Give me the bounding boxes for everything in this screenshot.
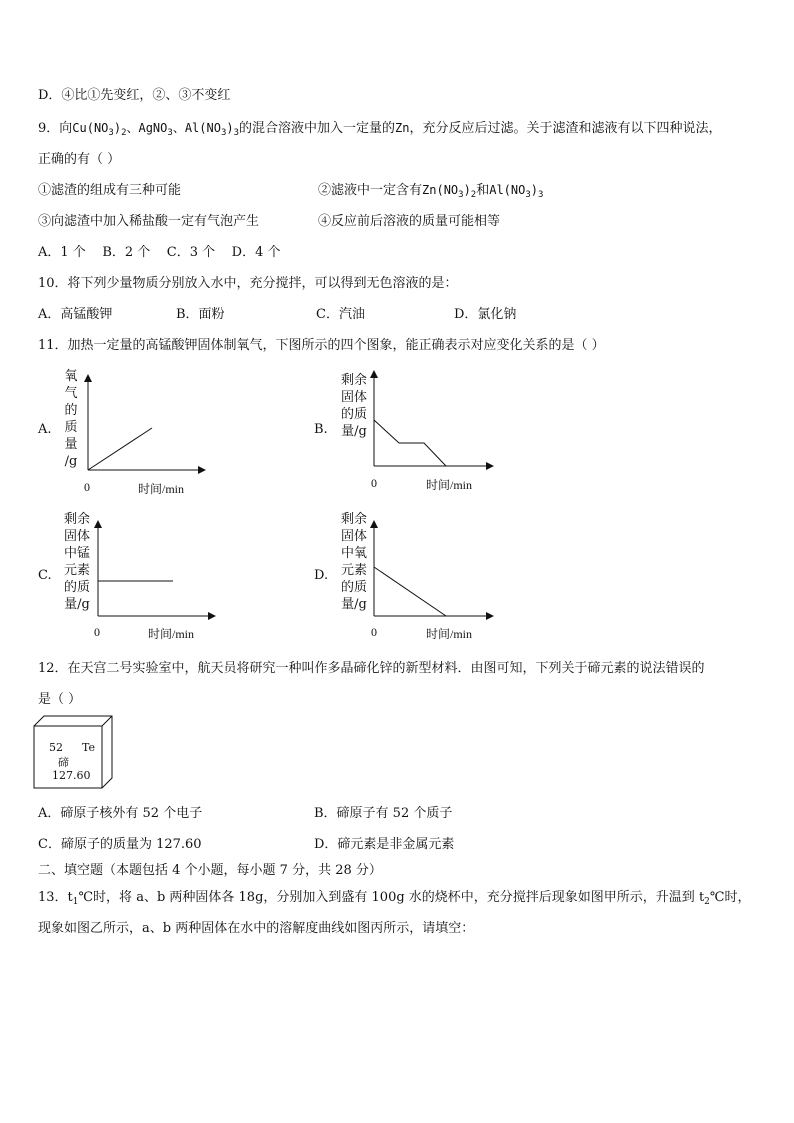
q9-stem-line2: 正确的有（ ）	[38, 152, 121, 167]
q12-option-c: C．碲原子的质量为 127.60	[38, 837, 202, 852]
graph-c-letter: C.	[38, 568, 52, 583]
q9-statement-4: ④反应前后溶液的质量可能相等	[318, 214, 501, 229]
graph-b-curve	[374, 420, 446, 466]
q12-option-a: A．碲原子核外有 52 个电子	[38, 806, 203, 821]
graph-a-letter: A.	[38, 422, 52, 437]
graph-d-letter: D.	[314, 568, 329, 583]
graph-a-ylabel: 氧 气 的 质 量 /g	[64, 369, 78, 469]
q12-stem: 12．在天宫二号实验室中，航天员将研究一种叫作多晶碲化锌的新型材料．由图可知，下列关于碲元素的说法错误的	[38, 661, 705, 676]
q10-option-b: B．面粉	[176, 307, 225, 322]
q12-stem-line2: 是（ ）	[38, 692, 82, 707]
q12-option-b: B．碲原子有 52 个质子	[314, 806, 453, 821]
graph-a-xlabel: 时间/min	[138, 482, 185, 496]
graph-a-curve	[88, 428, 152, 470]
graph-c-origin: 0	[94, 625, 100, 639]
q10-option-d: D．氯化钠	[454, 307, 517, 322]
graph-b-ylabel: 剩余 固体 的质 量/g	[340, 373, 367, 439]
q12-option-d: D．碲元素是非金属元素	[314, 837, 455, 852]
graph-b-letter: B.	[314, 422, 328, 437]
q10-stem: 10．将下列少量物质分别放入水中，充分搅拌，可以得到无色溶液的是：	[38, 276, 458, 291]
element-symbol: Te	[82, 741, 95, 754]
q10-option-a: A．高锰酸钾	[38, 307, 113, 322]
q11-stem: 11．加热一定量的高锰酸钾固体制氧气，下图所示的四个图象，能正确表示对应变化关系的是（ ）	[38, 338, 605, 353]
atomic-number: 52	[49, 741, 63, 754]
q13-stem: 13．$t_1℃$时，将 a、b 两种固体各 18g，分别加入到盛有 100g 水的烧杯中，充分搅拌后现象如图甲所示，升温到 $t_2℃$时，	[38, 890, 751, 907]
formula-cu-no3-2: $Cu(NO_3)_2$、AgNO$_3$、$Al(NO_3)_3$	[72, 121, 240, 138]
graph-d-xlabel: 时间/min	[426, 627, 473, 641]
graph-d-ylabel: 剩余 固体 中氧 元素 的质 量/g	[340, 512, 367, 612]
graph-b-xlabel: 时间/min	[426, 478, 473, 492]
q9-statement-3: ③向滤渣中加入稀盐酸一定有气泡产生	[38, 214, 260, 229]
q10-option-c: C．汽油	[316, 307, 365, 322]
graph-c-ylabel: 剩余 固体 中锰 元素 的质 量/g	[63, 512, 90, 612]
element-name: 碲	[58, 756, 69, 769]
graph-d-origin: 0	[371, 625, 377, 639]
q9-statement-1: ①滤渣的组成有三种可能	[38, 183, 182, 198]
graph-a-origin: 0	[84, 480, 90, 494]
graph-d-curve	[374, 567, 446, 616]
q13-stem-line2: 现象如图乙所示，a、b 两种固体在水中的溶解度曲线如图丙所示，请填空：	[38, 921, 475, 936]
section-2-heading: 二、填空题（本题包括 4 个小题，每小题 7 分，共 28 分）	[38, 863, 382, 878]
q8-option-d: D．④比①先变红，②、③不变红	[38, 88, 231, 103]
tellurium-element-card	[34, 716, 112, 788]
q9-options: A．1 个 B．2 个 C．3 个 D．4 个	[38, 245, 281, 260]
atomic-mass: 127.60	[52, 769, 91, 782]
q9-stem: 9．向$Cu(NO_3)_2$、AgNO$_3$、$Al(NO_3)_3$的混合溶液中加入一定量的Zn，充分反应后过滤。关于滤渣和滤液有以下四种说法，	[38, 121, 722, 138]
q9-statement-2: ②滤液中一定含有$Zn(NO_3)_2$和$Al(NO_3)_3$	[318, 183, 544, 200]
graph-c-xlabel: 时间/min	[148, 627, 195, 641]
graph-b-origin: 0	[371, 476, 377, 490]
